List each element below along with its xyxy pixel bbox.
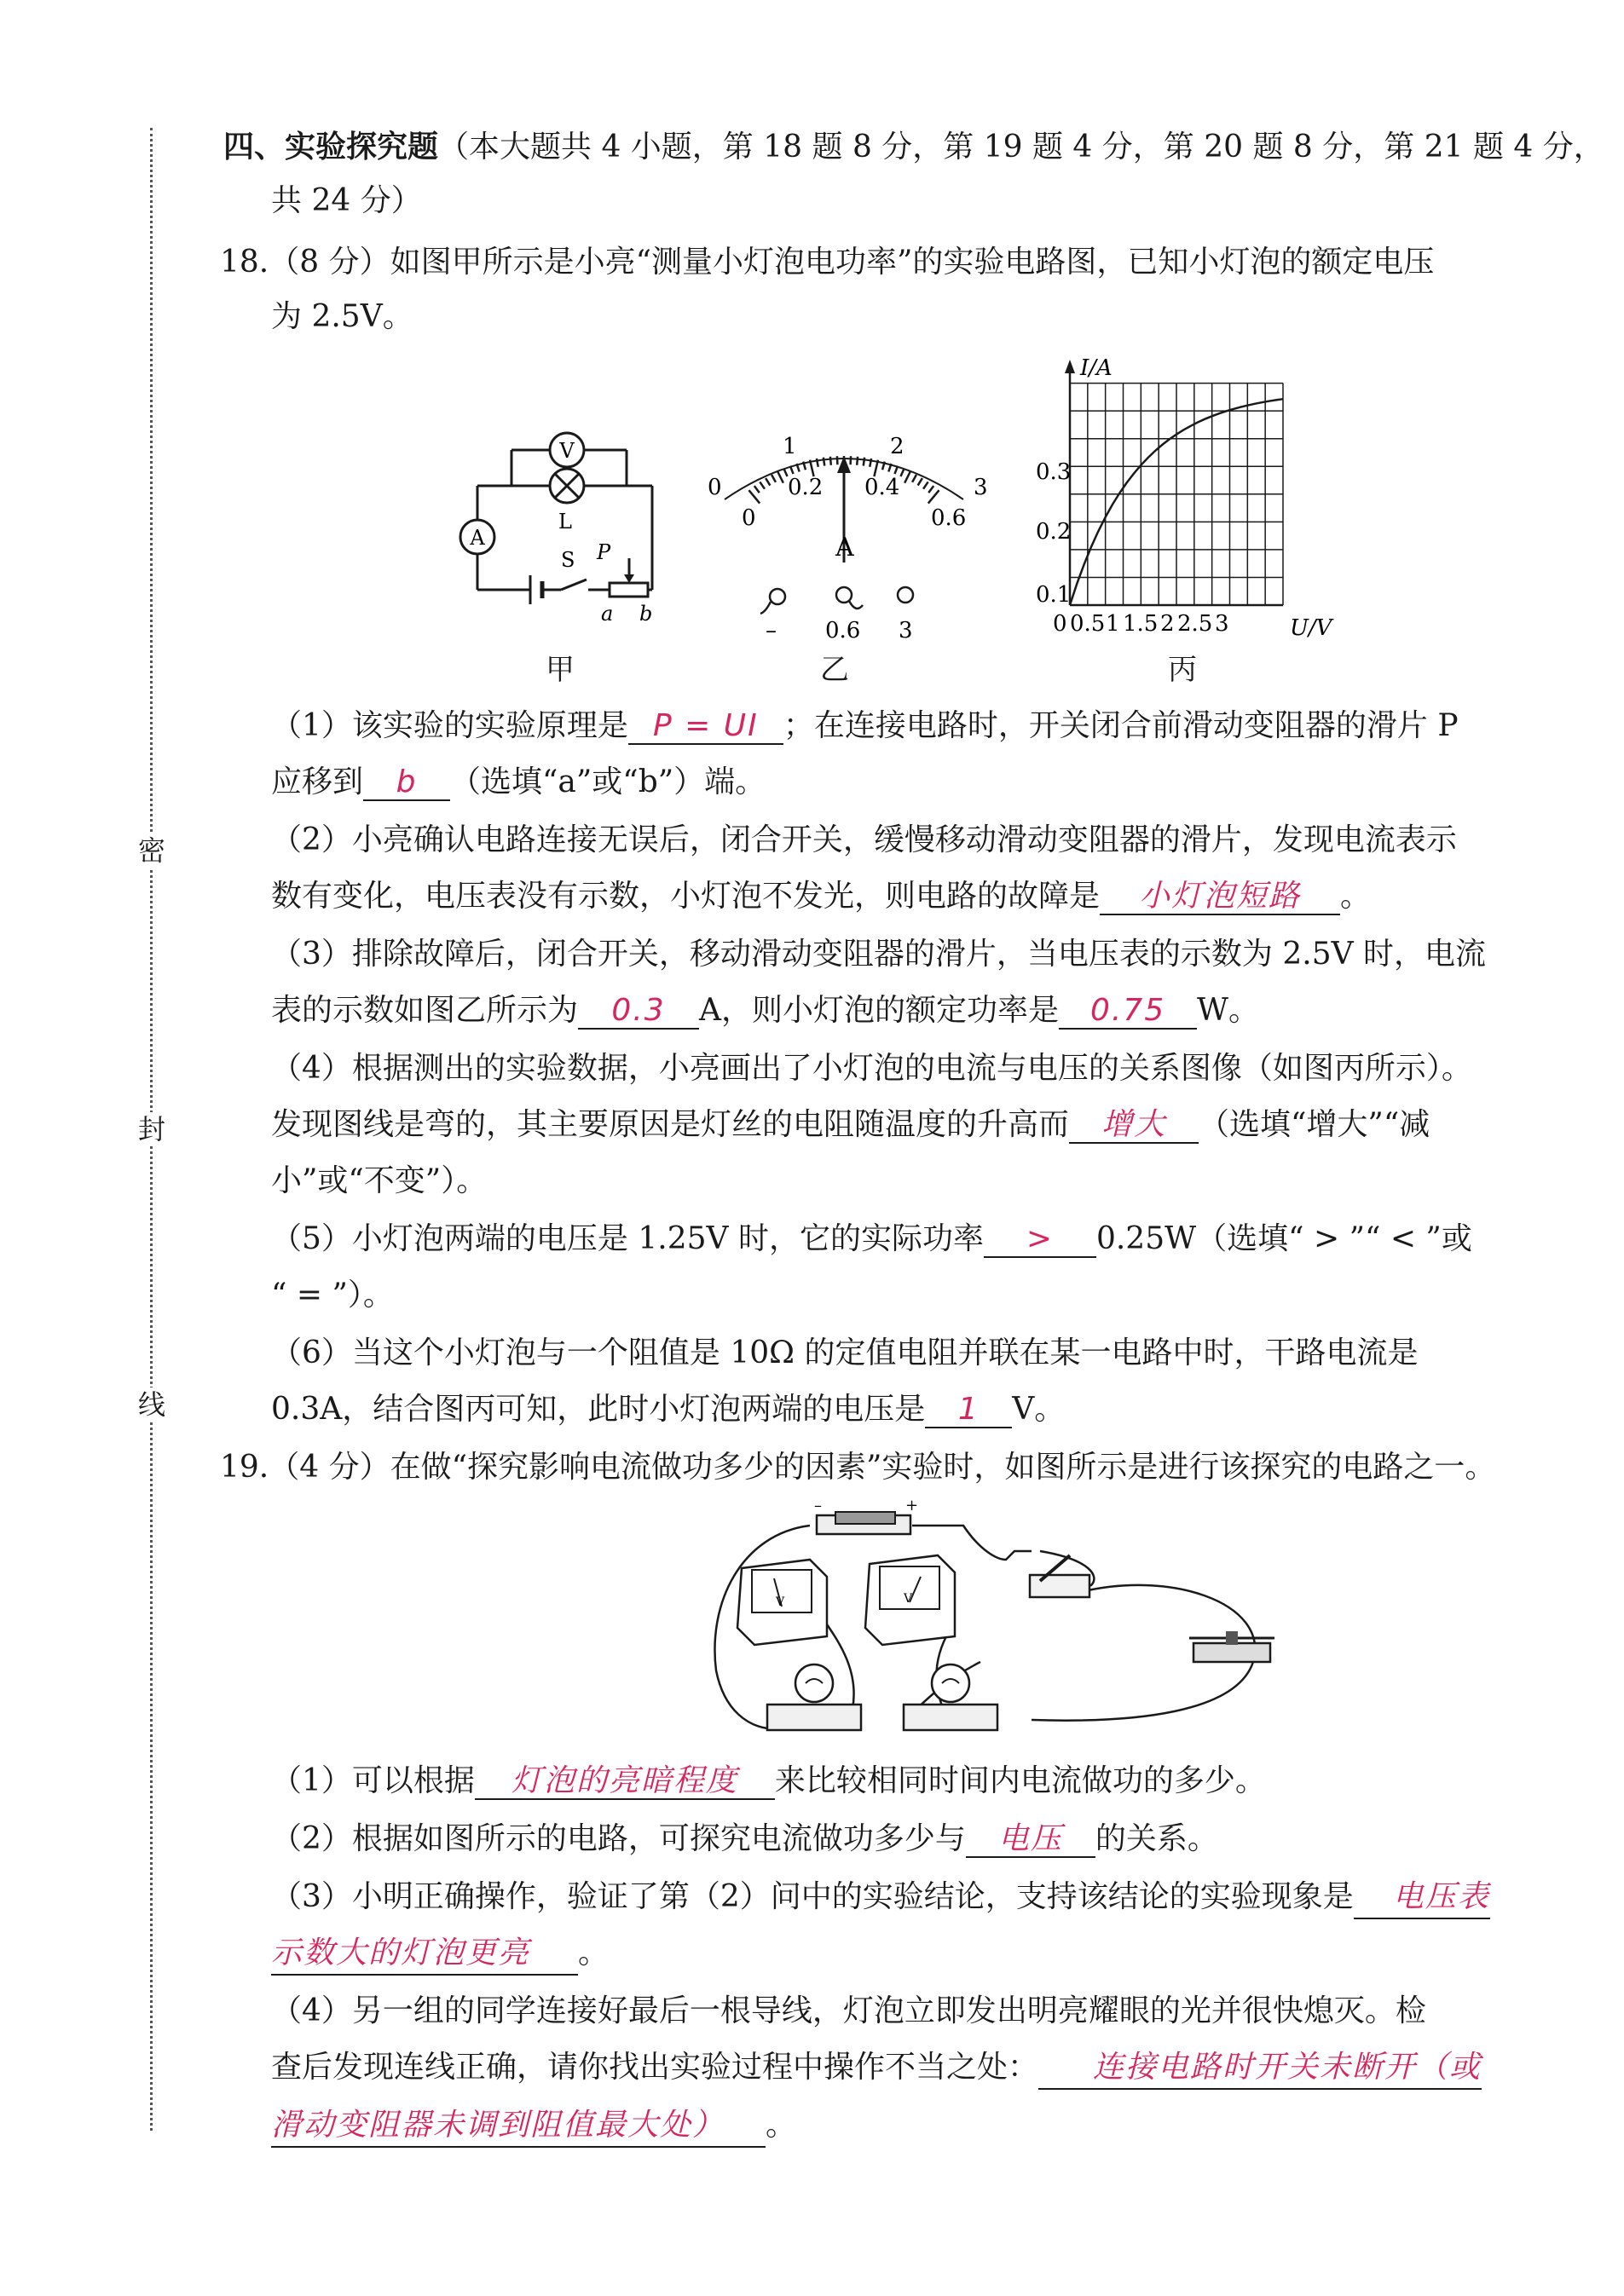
voltmeter-label: V: [559, 439, 575, 463]
origin-label: 0: [1053, 611, 1067, 637]
answer-q19-3a: 电压表: [1354, 1877, 1490, 1919]
section-desc-2: 共 24 分）: [271, 183, 422, 218]
x-tick-2-5: 2.5: [1177, 611, 1213, 637]
answer-q18-5: >: [984, 1222, 1096, 1258]
q18-part5-line2: “ = ”）。: [271, 1278, 394, 1312]
bottom-scale-0: 0: [742, 505, 756, 531]
answer-q18-4: 增大: [1069, 1108, 1199, 1144]
dial-tick: [923, 482, 928, 488]
x-axis-label: U/V: [1290, 615, 1332, 641]
wire-negative: [760, 602, 771, 614]
y-tick-0-3: 0.3: [1036, 459, 1072, 485]
dial-tick: [754, 486, 760, 493]
answer-q19-4b: 滑动变阻器未调到阻值最大处）: [271, 2105, 766, 2148]
q18-part4-line3: 小”或“不变”）。: [271, 1163, 488, 1198]
lamp-1-bulb: [795, 1664, 833, 1702]
caption-bing: 丙: [1168, 653, 1197, 687]
y-axis-label: I/A: [1080, 355, 1113, 381]
q18-part3-line2: 表的示数如图乙所示为 0.3 A，则小灯泡的额定功率是 0.75 W。: [271, 993, 1260, 1028]
terminal-negative: [770, 589, 785, 604]
caption-yi: 乙: [820, 653, 849, 687]
q19-stem: 19.（4 分）在做“探究影响电流做功多少的因素”实验时，如图所示是进行该探究的电路之一。: [220, 1450, 1496, 1485]
top-scale-0: 0: [708, 475, 722, 500]
answer-q18-1b: b: [363, 765, 450, 801]
dial-tick: [772, 475, 776, 482]
margin-label-seal: 密: [137, 834, 165, 867]
q18-part4-line2: 发现图线是弯的，其主要原因是灯丝的电阻随温度的升高而 增大 （选填“增大”“减: [271, 1107, 1430, 1142]
q19-part1: （1）可以根据 灯泡的亮暗程度 来比较相同时间内电流做功的多少。: [271, 1763, 1266, 1798]
x-tick-1-5: 1.5: [1123, 611, 1159, 637]
voltmeter-2-v-icon: V: [904, 1592, 913, 1606]
dial-tick: [777, 471, 783, 482]
terminal-3: [898, 587, 913, 603]
meter-unit: A: [835, 533, 854, 562]
section-desc-1: （本大题共 4 小题，第 18 题 8 分，第 19 题 4 分，第 20 题 8 分，第 21 题 4 分，: [438, 130, 1604, 164]
x-tick-0-5: 0.5: [1070, 611, 1106, 637]
knife-switch-base: [1030, 1575, 1089, 1597]
ammeter-dial-yi: [682, 409, 1006, 648]
terminal-0-6: [836, 587, 852, 603]
dial-tick: [918, 478, 922, 486]
answer-q19-3b: 示数大的灯泡更亮: [271, 1933, 578, 1976]
q19-part4-line1: （4）另一组的同学连接好最后一根导线，灯泡立即发出明亮耀眼的光并很快熄灭。检: [271, 1993, 1426, 2028]
terminal-label-neg: –: [766, 618, 777, 643]
answer-q18-3a: 0.3: [578, 994, 699, 1030]
x-tick-1: 1: [1106, 611, 1120, 637]
dial-tick: [900, 469, 904, 476]
q19-part4-line2: 查后发现连线正确，请你找出实验过程中操作不当之处： 连接电路时开关未断开（或: [271, 2047, 1482, 2090]
terminal-label-0-6: 0.6: [825, 618, 861, 643]
answer-q18-6: 1: [925, 1393, 1012, 1428]
battery-cell: [835, 1512, 895, 1524]
section-header: [223, 126, 1604, 168]
wire-0-6: [849, 601, 863, 609]
q19-part2: （2）根据如图所示的电路，可探究电流做功多少与 电压 的关系。: [271, 1821, 1218, 1856]
answer-q19-1: 灯泡的亮暗程度: [475, 1764, 775, 1800]
answer-q18-1a: P = UI: [628, 709, 783, 745]
dial-tick: [766, 478, 770, 486]
bottom-scale-0-2: 0.2: [788, 475, 824, 500]
q19-part4-line3: 滑动变阻器未调到阻值最大处） 。: [271, 2105, 796, 2148]
battery-minus-icon: –: [814, 1500, 822, 1514]
y-axis-arrow-icon: [1065, 360, 1075, 373]
section-title: 四、实验探究题: [223, 129, 439, 164]
ammeter-label: A: [470, 526, 485, 550]
end-a-label: a: [601, 602, 614, 626]
answer-q19-2: 电压: [966, 1822, 1095, 1858]
battery-plus-icon: +: [905, 1500, 919, 1514]
dial-tick: [760, 482, 765, 488]
q18-part2-line1: （2）小亮确认电路连接无误后，闭合开关，缓慢移动滑动变阻器的滑片，发现电流表示: [271, 822, 1457, 857]
rheostat-body: [1193, 1643, 1270, 1662]
end-b-label: b: [639, 602, 653, 626]
margin-label-line: 线: [137, 1388, 165, 1421]
lamp-1-board: [767, 1705, 861, 1730]
q19-part3-line1: （3）小明正确操作，验证了第（2）问中的实验结论，支持该结论的实验现象是 电压表: [271, 1877, 1490, 1919]
voltmeter-1-v-icon: V: [776, 1595, 785, 1609]
q18-part6-line2: 0.3A，结合图丙可知，此时小灯泡两端的电压是 1 V。: [271, 1392, 1066, 1427]
lamp-2-bulb: [932, 1664, 969, 1702]
caption-jia: 甲: [546, 653, 575, 687]
answer-q19-4a: 连接电路时开关未断开（或: [1038, 2047, 1482, 2090]
q18-part5-line1: （5）小灯泡两端的电压是 1.25V 时，它的实际功率 > 0.25W（选填“ > ”“ < ”或: [271, 1221, 1472, 1256]
top-scale-2: 2: [890, 434, 904, 459]
q19-part3-line2: 示数大的灯泡更亮 。: [271, 1933, 609, 1976]
dial-tick: [857, 457, 858, 465]
q18-stem-2: 为 2.5V。: [271, 299, 413, 334]
q18-part1-line2: 应移到 b （选填“a”或“b”）端。: [271, 764, 766, 799]
switch-label: S: [561, 548, 575, 572]
y-tick-0-2: 0.2: [1036, 519, 1072, 545]
dial-tick: [830, 457, 831, 465]
top-scale-1: 1: [783, 434, 797, 459]
q18-part4-line1: （4）根据测出的实验数据，小亮画出了小灯泡的电流与电压的关系图像（如图丙所示）。: [271, 1051, 1472, 1086]
q18-part6-line1: （6）当这个小灯泡与一个阻值是 10Ω 的定值电阻并联在某一电路中时，干路电流是: [271, 1335, 1419, 1370]
rheostat-slider: [1226, 1631, 1238, 1645]
x-tick-3: 3: [1215, 611, 1229, 637]
q19-circuit-illustration: [691, 1500, 1321, 1747]
margin-label-close: 封: [137, 1113, 165, 1145]
dial-tick: [912, 475, 916, 482]
dial-tick: [904, 471, 910, 482]
answer-q18-3b: 0.75: [1059, 994, 1197, 1030]
q18-part1-line1: （1）该实验的实验原理是 P = UI ；在连接电路时，开关闭合前滑动变阻器的滑片 P: [271, 708, 1459, 743]
lamp-label: L: [558, 510, 572, 534]
y-tick-0-1: 0.1: [1036, 582, 1072, 608]
terminal-label-3: 3: [899, 618, 913, 643]
dial-tick: [783, 469, 787, 476]
q18-part2-line2: 数有变化，电压表没有示数，小灯泡不发光，则电路的故障是 小灯泡短路 。: [271, 879, 1372, 914]
iu-graph-bing: [1019, 349, 1377, 648]
bottom-scale-0-4: 0.4: [864, 475, 900, 500]
circuit-diagram-jia: [452, 418, 673, 639]
answer-q18-2: 小灯泡短路: [1100, 880, 1340, 915]
lamp-2-board: [904, 1705, 997, 1730]
slider-label: P: [597, 540, 611, 564]
x-tick-2: 2: [1160, 611, 1175, 637]
bottom-scale-0-6: 0.6: [931, 505, 967, 531]
top-scale-3: 3: [974, 475, 988, 500]
q18-part3-line1: （3）排除故障后，闭合开关，移动滑动变阻器的滑片，当电压表的示数为 2.5V 时，电流: [271, 937, 1487, 972]
q18-stem-1: 18.（8 分）如图甲所示是小亮“测量小灯泡电功率”的实验电路图，已知小灯泡的额定电压: [220, 245, 1435, 280]
dial-tick: [928, 486, 933, 493]
